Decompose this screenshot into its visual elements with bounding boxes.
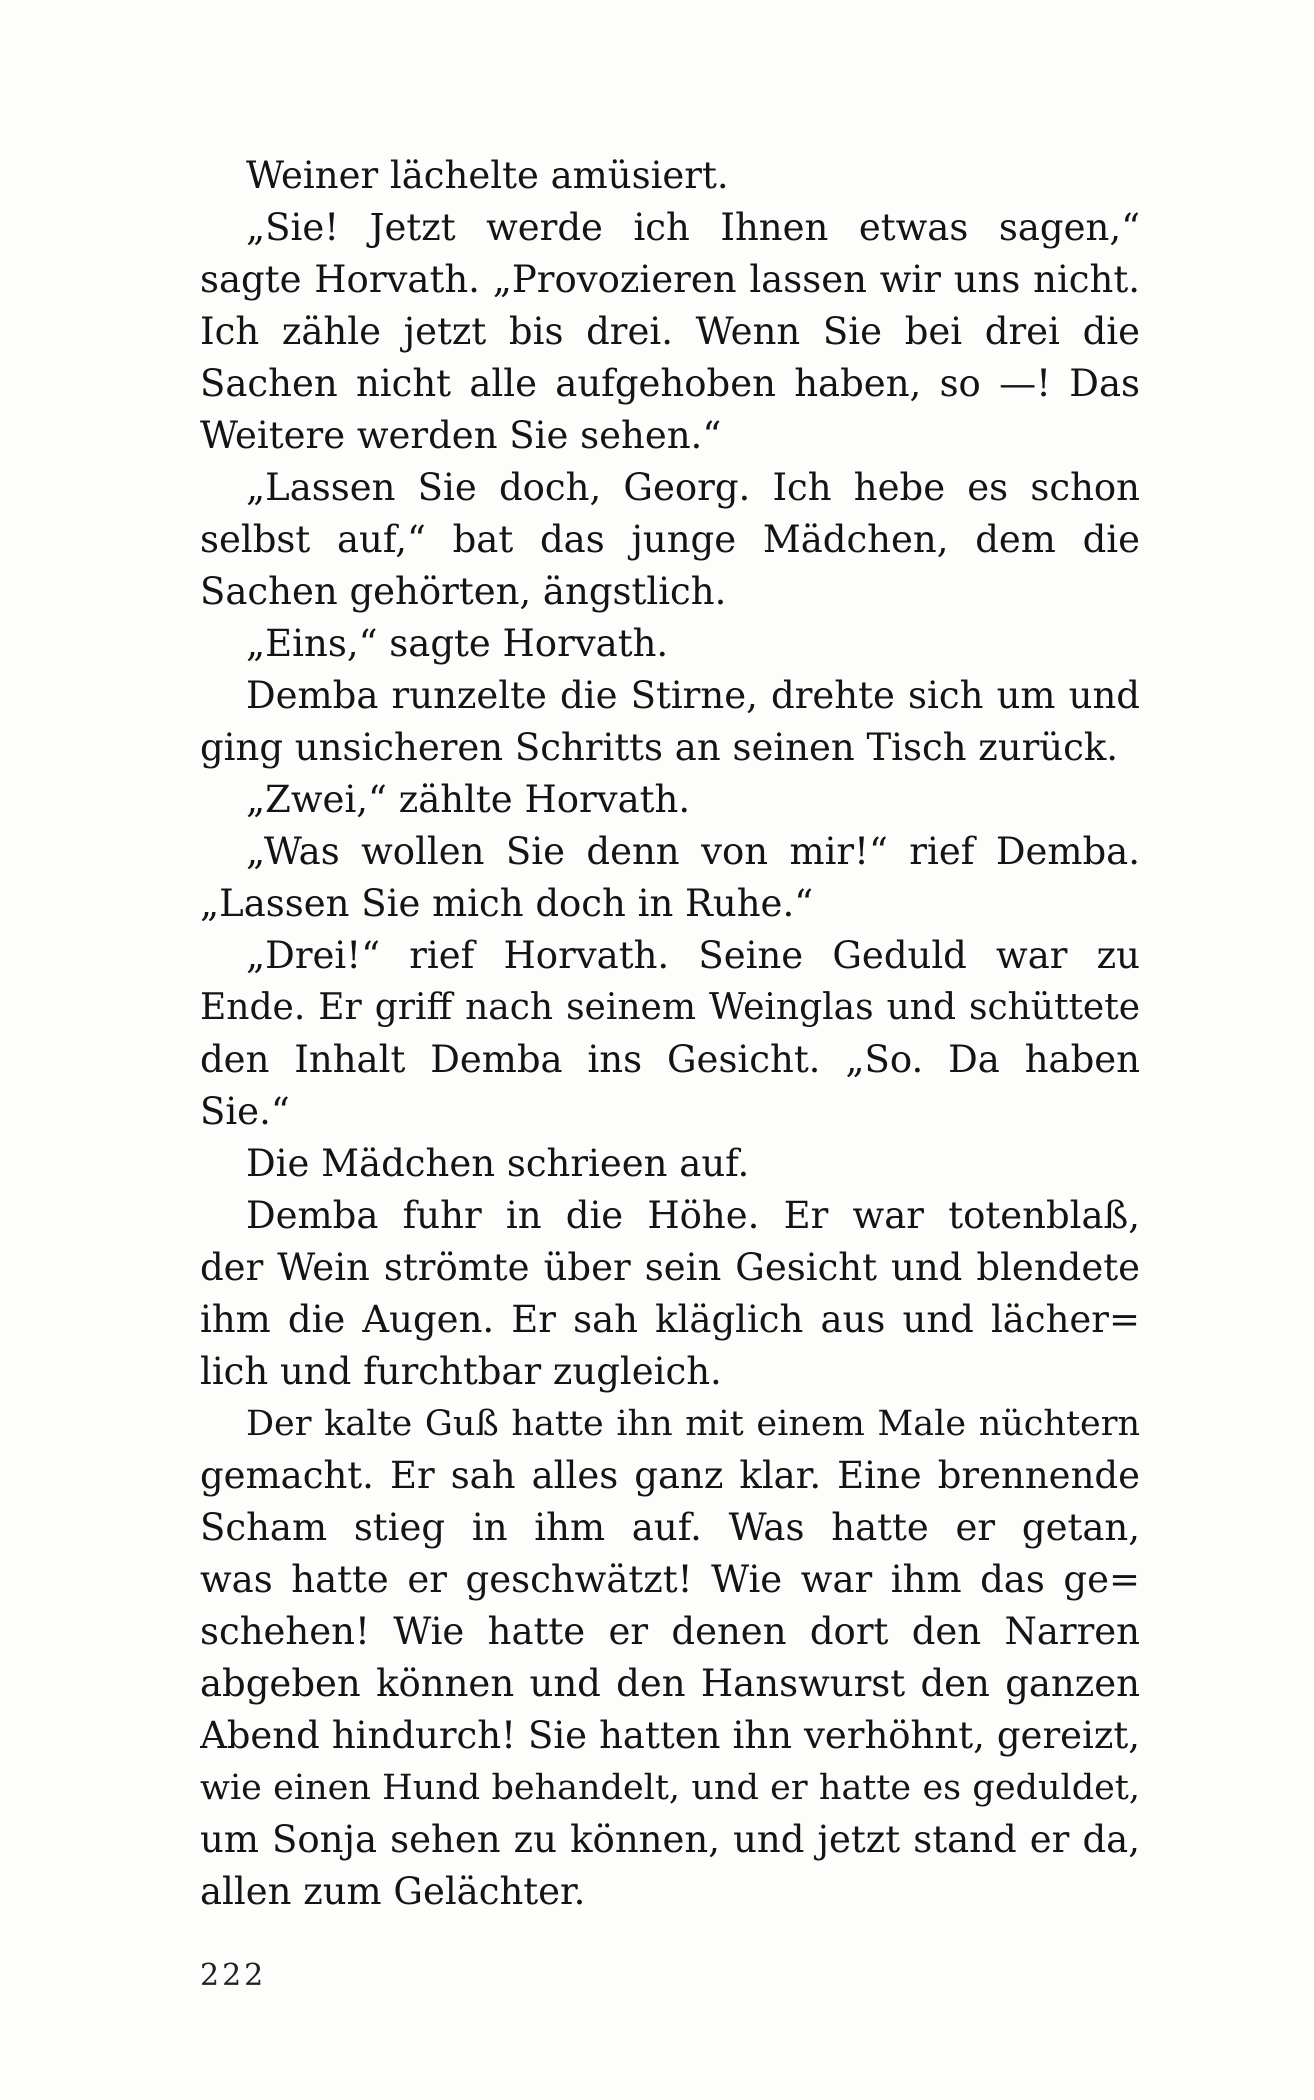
body-text — [200, 150, 1140, 1918]
text-line: Ich zähle jetzt bis drei. Wenn Sie bei drei die — [200, 310, 1140, 353]
text-line: „Eins,“ sagte Horvath. — [246, 622, 669, 665]
text-line: Weitere werden Sie sehen.“ — [200, 414, 722, 457]
text-line: „Drei!“ rief Horvath. Seine Geduld war zu — [246, 934, 1140, 977]
text-line: der Wein strömte über sein Gesicht und blendete — [200, 1246, 1140, 1289]
text-line: „Sie! Jetzt werde ich Ihnen etwas sagen,“ — [246, 206, 1140, 249]
text-line: Sie.“ — [200, 1090, 290, 1133]
text-line: lich und furchtbar zugleich. — [200, 1350, 722, 1393]
text-line: den Inhalt Demba ins Gesicht. „So. Da haben — [200, 1038, 1140, 1081]
text-line: „Was wollen Sie denn von mir!“ rief Demba. — [246, 830, 1140, 873]
text-line: „Lassen Sie doch, Georg. Ich hebe es schon — [246, 466, 1140, 509]
text-line: selbst auf,“ bat das junge Mädchen, dem die — [200, 518, 1140, 561]
text-line: „Zwei,“ zählte Horvath. — [246, 778, 691, 821]
page-number: 222 — [200, 1958, 267, 1993]
text-line: wie einen Hund behandelt, und er hatte es geduldet, — [200, 1768, 1140, 1808]
text-line: Der kalte Guß hatte ihn mit einem Male nüchtern — [246, 1404, 1140, 1444]
text-line: ihm die Augen. Er sah kläglich aus und lächer= — [200, 1298, 1140, 1341]
text-line: um Sonja sehen zu können, und jetzt stand er da, — [200, 1818, 1140, 1861]
text-line: Sachen nicht alle aufgehoben haben, so —! Das — [200, 362, 1140, 405]
text-line: schehen! Wie hatte er denen dort den Narren — [200, 1610, 1140, 1653]
text-line: gemacht. Er sah alles ganz klar. Eine brennende — [200, 1454, 1140, 1497]
text-line: Ende. Er griff nach seinem Weinglas und schüttete — [200, 987, 1140, 1028]
text-line: ging unsicheren Schritts an seinen Tisch zurück. — [200, 726, 1119, 769]
text-line: Die Mädchen schrieen auf. — [246, 1142, 750, 1185]
text-line: Weiner lächelte amüsiert. — [246, 154, 729, 197]
text-line: Sachen gehörten, ängstlich. — [200, 570, 727, 613]
text-line: Demba fuhr in die Höhe. Er war totenblaß, — [246, 1194, 1140, 1237]
text-line: sagte Horvath. „Provozieren lassen wir uns nicht. — [200, 258, 1140, 301]
text-line: Scham stieg in ihm auf. Was hatte er getan, — [200, 1506, 1140, 1549]
text-line: abgeben können und den Hanswurst den ganzen — [200, 1662, 1140, 1705]
text-line: was hatte er geschwätzt! Wie war ihm das ge= — [200, 1558, 1140, 1601]
text-line: allen zum Gelächter. — [200, 1870, 586, 1913]
text-line: Abend hindurch! Sie hatten ihn verhöhnt, gereizt, — [200, 1714, 1140, 1757]
text-line: Demba runzelte die Stirne, drehte sich um und — [246, 674, 1140, 717]
text-line: „Lassen Sie mich doch in Ruhe.“ — [200, 882, 814, 925]
